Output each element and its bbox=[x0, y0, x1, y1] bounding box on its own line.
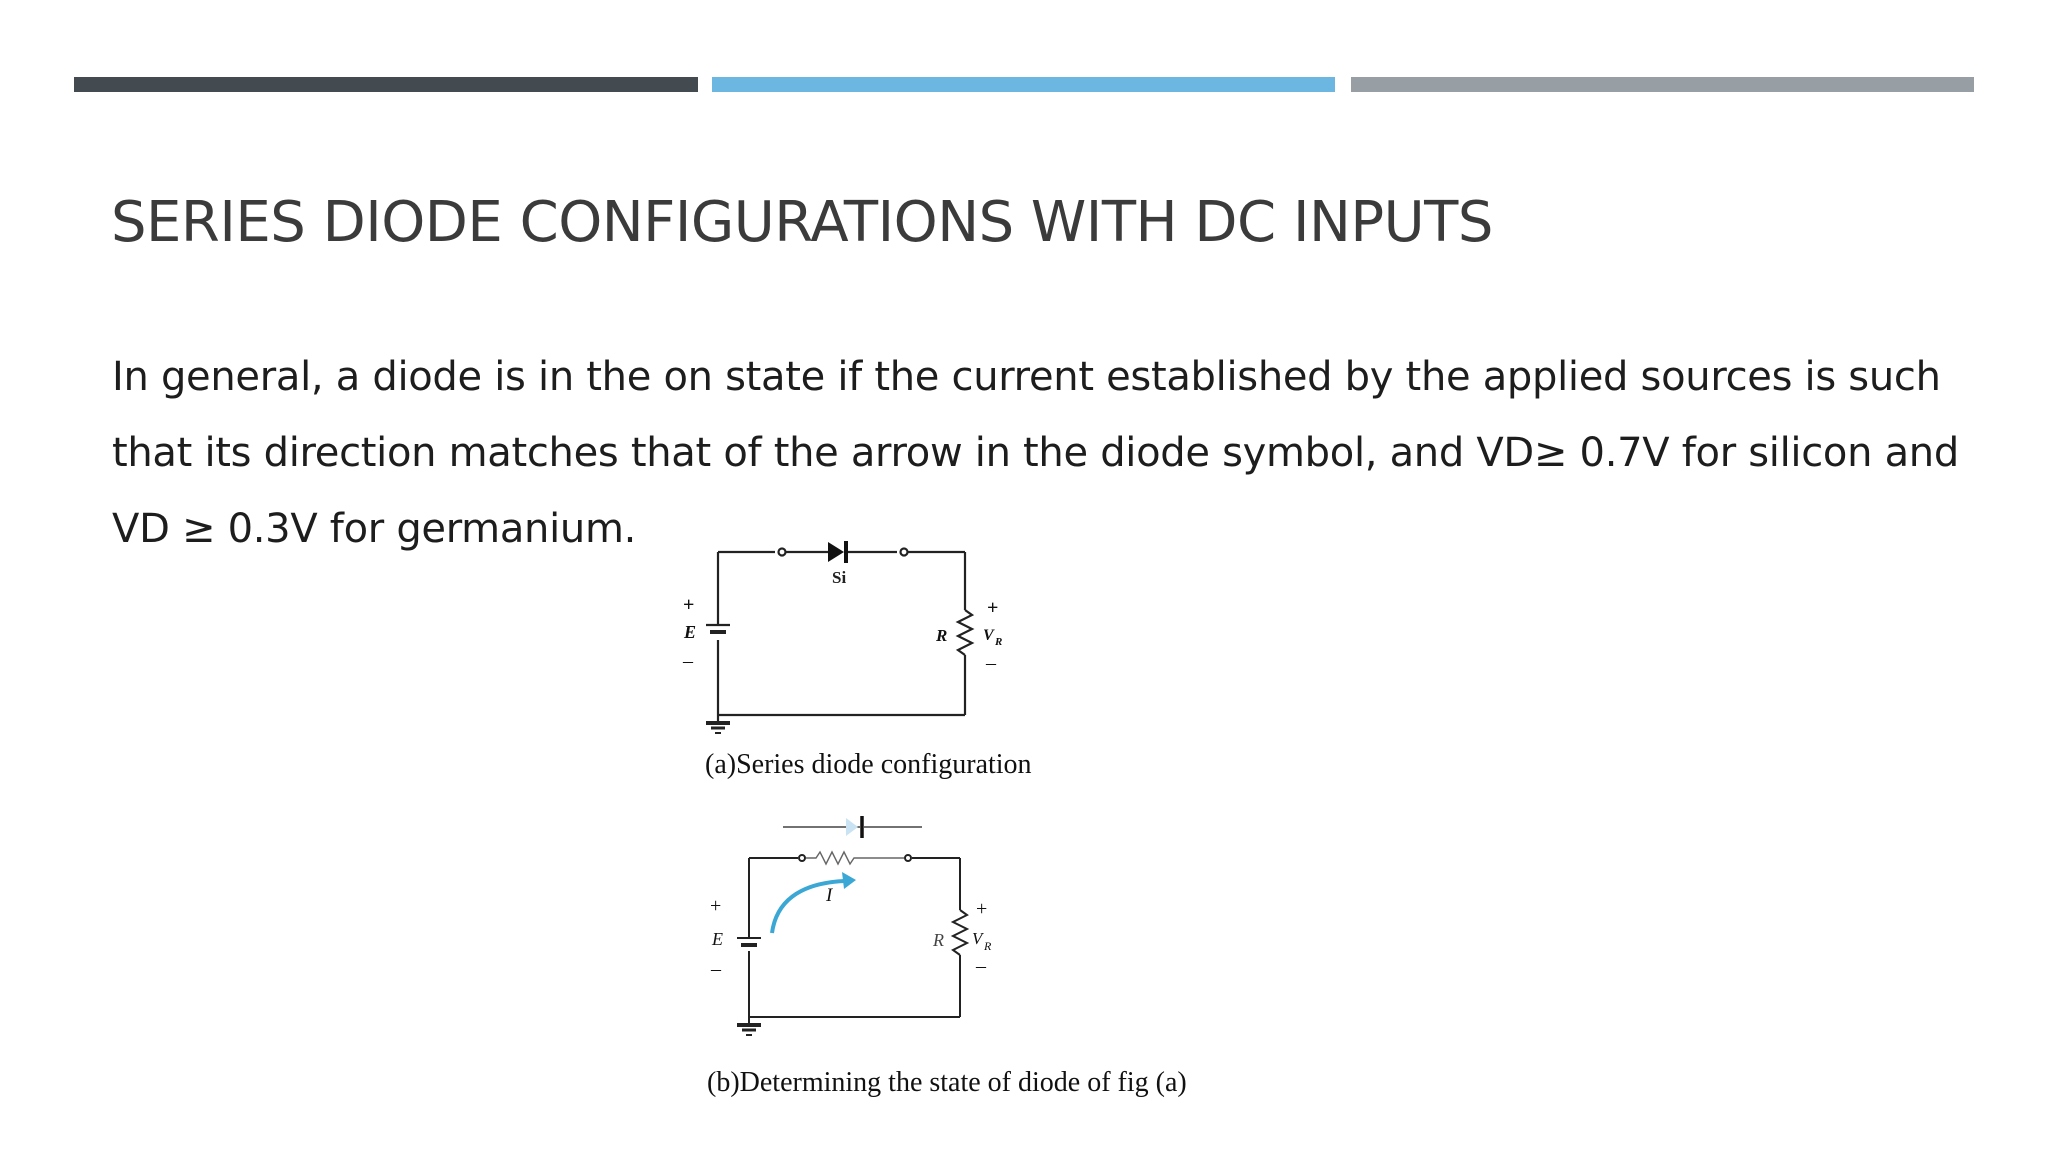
accent-bar-gray bbox=[1351, 77, 1974, 92]
source-e-label: E bbox=[684, 622, 697, 642]
vr-minus-label: – bbox=[986, 652, 996, 674]
terminal bbox=[799, 855, 805, 861]
source-e-label: E bbox=[712, 929, 723, 949]
figure-a-caption: (a)Series diode configuration bbox=[705, 749, 1032, 780]
resistor-label: R bbox=[933, 930, 944, 950]
resistor-indicator bbox=[806, 852, 904, 864]
current-arrow bbox=[772, 872, 856, 933]
vr-minus-label: – bbox=[976, 955, 986, 977]
slide-body-text: In general, a diode is in the on state if the current established by the applied sources is such that its direction matches that of the arrow in the diode symbol, and VD≥ 0.7V for silicon and VD ≥ 0.3V for germanium. bbox=[112, 354, 1959, 552]
source-minus-label: – bbox=[683, 650, 693, 672]
vr-subscript: R bbox=[984, 939, 992, 953]
accent-bar-dark bbox=[74, 77, 698, 92]
resistor-zigzag bbox=[958, 610, 972, 655]
diode-label: Si bbox=[832, 568, 847, 587]
source-minus-label: – bbox=[711, 958, 721, 980]
circuit-figures bbox=[660, 525, 1360, 1145]
source-plus-label: + bbox=[683, 594, 695, 616]
vr-label: V bbox=[983, 627, 994, 644]
replaced-diode bbox=[783, 816, 922, 838]
terminal bbox=[779, 549, 786, 556]
vr-label: V bbox=[972, 929, 983, 948]
terminal bbox=[905, 855, 911, 861]
diode-symbol bbox=[828, 541, 846, 563]
slide-title: SERIES DIODE CONFIGURATIONS WITH DC INPUTS bbox=[111, 190, 1493, 255]
current-label: I bbox=[826, 885, 833, 906]
figure-b-caption: (b)Determining the state of diode of fig (a) bbox=[707, 1067, 1187, 1098]
accent-bar-blue bbox=[712, 77, 1335, 92]
vr-subscript: R bbox=[995, 636, 1003, 648]
resistor-zigzag bbox=[953, 910, 967, 955]
vr-plus-label: + bbox=[987, 597, 999, 619]
vr-plus-label: + bbox=[976, 898, 988, 920]
terminal bbox=[901, 549, 908, 556]
resistor-label: R bbox=[936, 626, 948, 645]
circuit-diagrams bbox=[660, 525, 1360, 1145]
source-plus-label: + bbox=[710, 895, 722, 917]
